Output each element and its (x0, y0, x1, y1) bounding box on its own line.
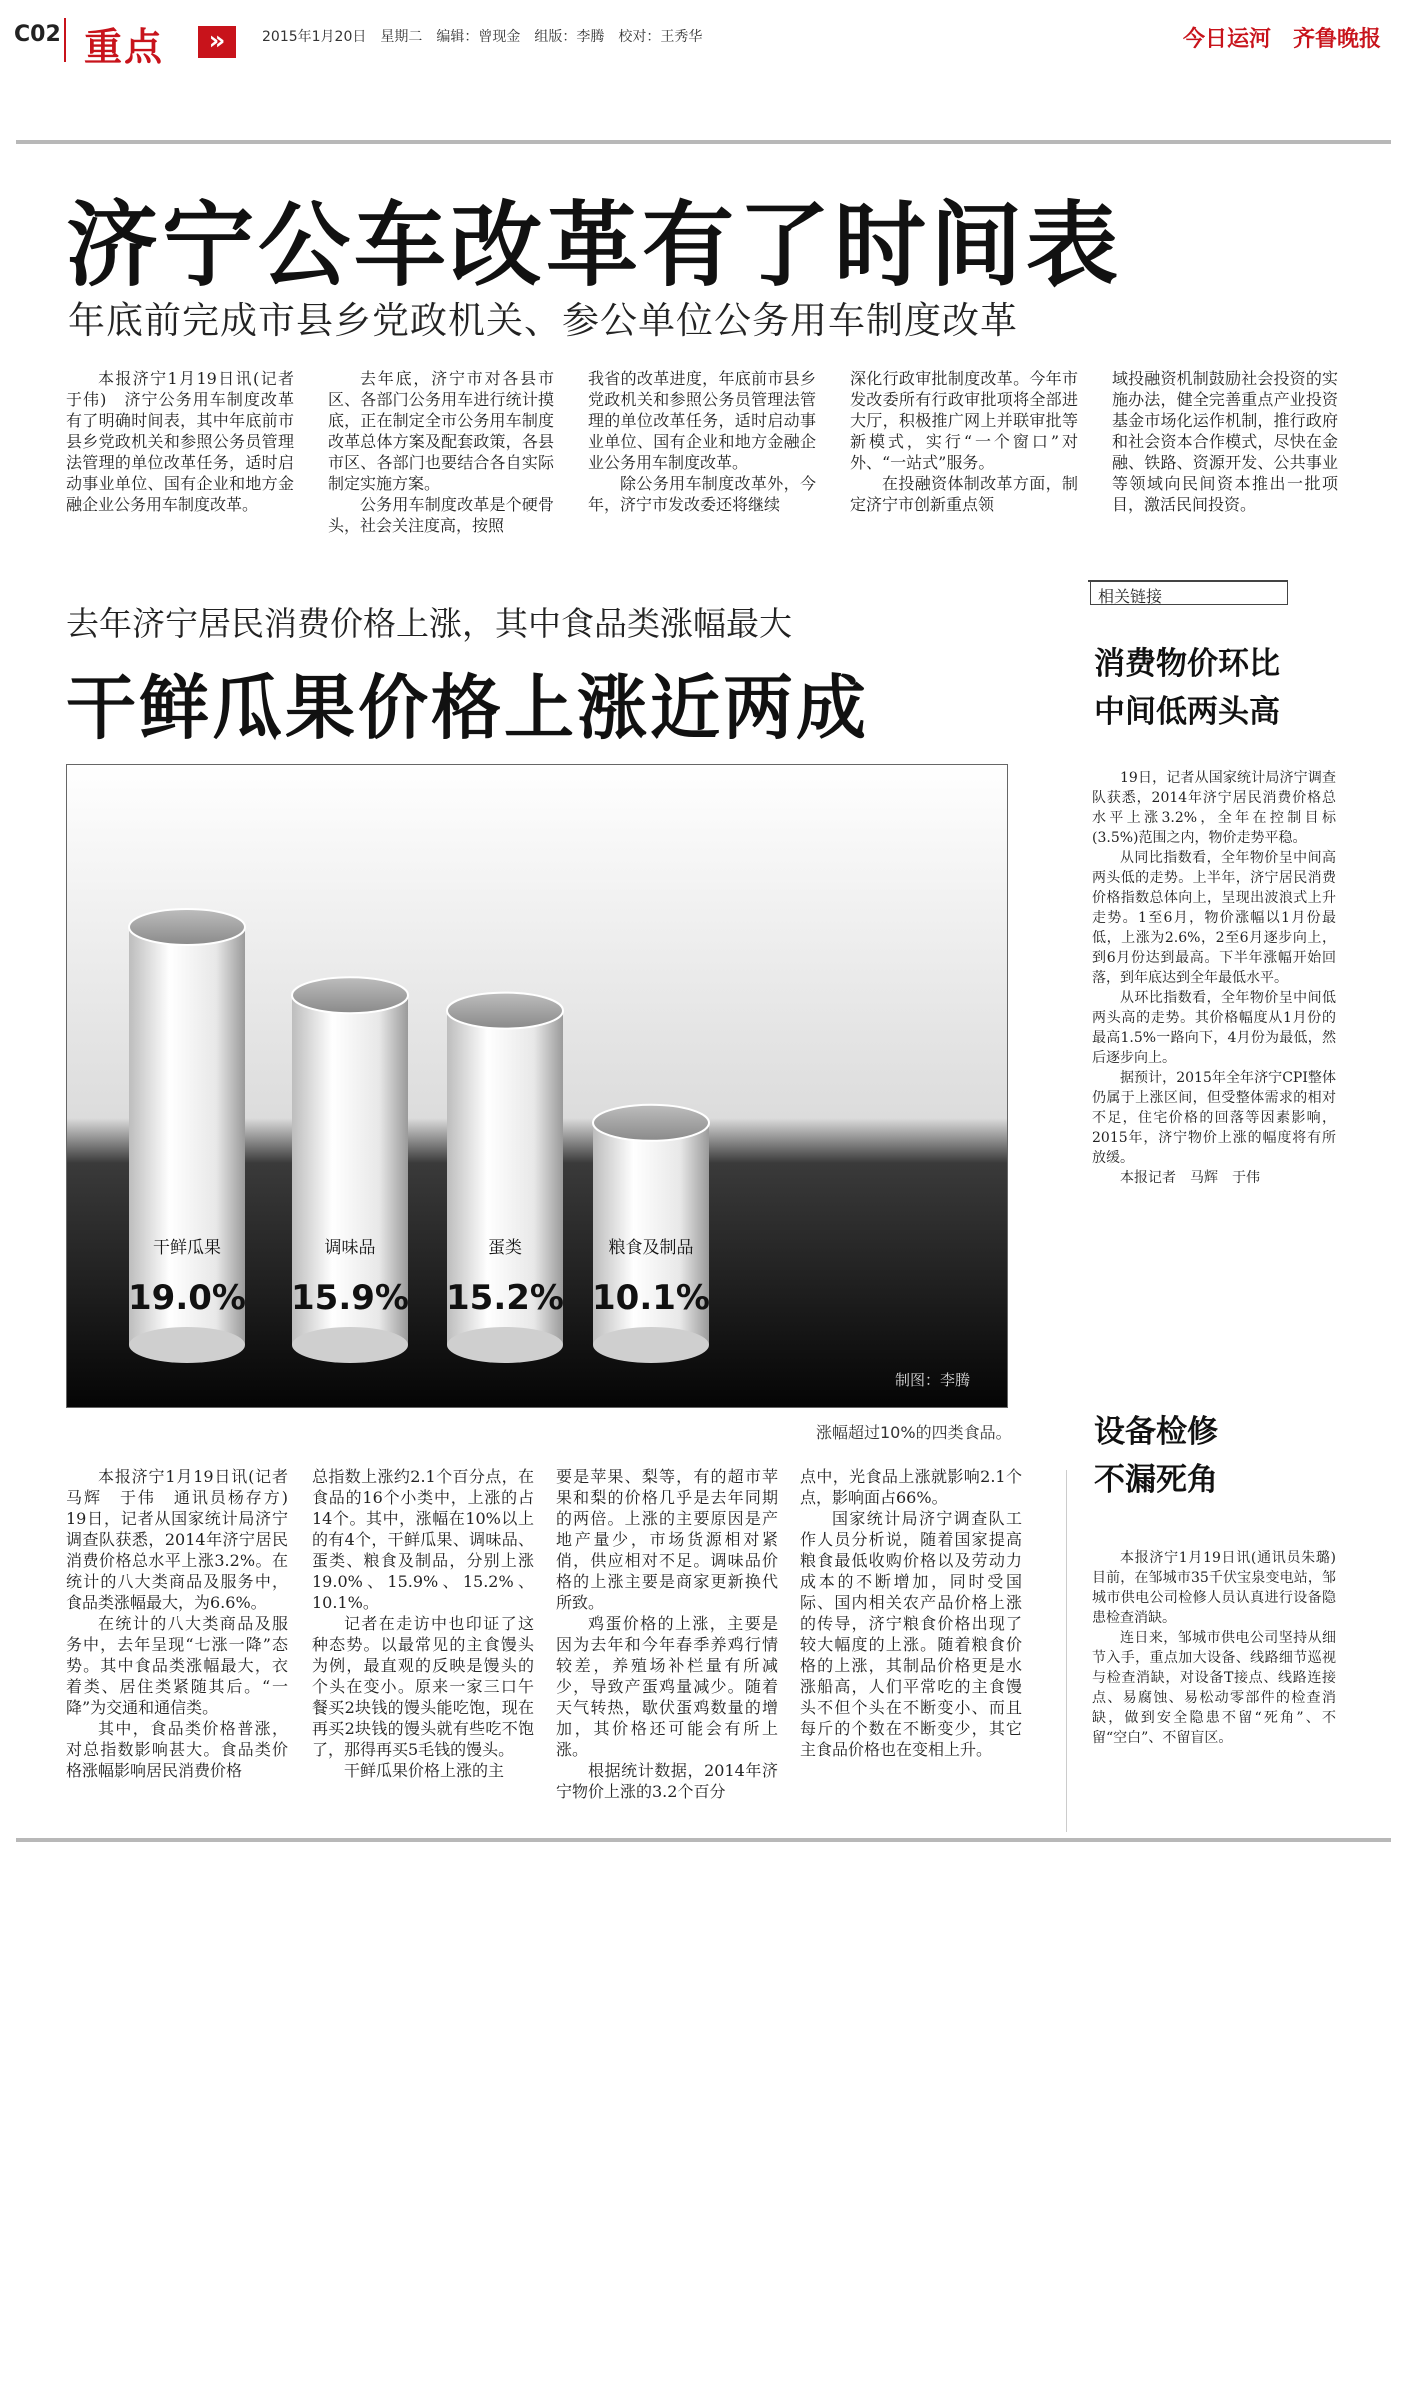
bar-category-label: 调味品 (324, 1238, 376, 1258)
story-headline: 干鲜瓜果价格上涨近两成 (66, 667, 869, 749)
paragraph: 国家统计局济宁调查队工作人员分析说，随着国家提高粮食最低收购价格以及劳动力成本的不断增加，同时受国际、国内相关农产品价格上涨的传导，济宁粮食价格出现了较大幅度的上涨。随着粮食价格的上涨，其制品价格更是水涨船高，人们平常吃的主食馒头不但个头在不断变小、而且每斤的个数在不断变少，其它主食品价格也在变相上升。 (800, 1509, 1022, 1759)
bottom-rule (16, 1838, 1391, 1842)
article-column-2 (328, 368, 554, 536)
bar-top (593, 1105, 709, 1141)
newspaper-brand: 今日运河 齐鲁晚报 (1182, 26, 1381, 52)
paragraph: 本报济宁1月19日讯(记者 于伟) 济宁公务用车制度改革有了明确时间表，其中年底前市县乡党政机关和参照公务员管理法管理的单位改革任务，适时启动事业单位、国有企业和地方金融企业公务用车制度改革。 (66, 369, 311, 514)
paragraph: 要是苹果、梨等，有的超市苹果和梨的价格几乎是去年同期的两倍。上涨的主要原因是产地产量少，市场货源相对紧俏，供应相对不足。调味品价格的上涨主要是商家更新换代所致。 (556, 1467, 778, 1612)
story2-column-2 (312, 1466, 534, 1781)
article-column-5 (1112, 368, 1338, 515)
paragraph: 记者在走访中也印证了这种态势。以最常见的主食馒头为例，最直观的反映是馒头的个头在变小。原来一家三口午餐买2块钱的馒头能吃饱，现在再买2块钱的馒头就有些吃不饱了，那得再买5毛钱的馒头。 (312, 1614, 534, 1759)
chart-caption: 涨幅超过10%的四类食品。 (816, 1423, 1012, 1442)
article-column-4 (850, 368, 1078, 515)
section-title: 重点 (84, 25, 165, 69)
bar-base (447, 1327, 563, 1363)
paragraph: 鸡蛋价格的上涨，主要是因为去年和今年春季养鸡行情较差，养殖场补栏量有所减少，导致产蛋鸡量减少。随着天气转热，歇伏蛋鸡数量的增加，其价格还可能会有所上涨。 (556, 1614, 778, 1759)
byline: 本报记者 马辉 于伟 (1120, 1170, 1260, 1186)
bar-value-label: 19.0% (128, 1278, 246, 1318)
sidebar-story2-body (1092, 1548, 1350, 1748)
paragraph: 连日来，邹城市供电公司坚持从细节入手，重点加大设备、线路细节巡视与检查消缺，对设备T接点、线路连接点、易腐蚀、易松动零部件的检查消缺，做到安全隐患不留“死角”、不留“空白”、不留盲区。 (1092, 1630, 1336, 1746)
header-rule (16, 140, 1391, 144)
paragraph: 本报济宁1月19日讯(通讯员朱璐) 目前，在邹城市35千伏宝泉变电站，邹城市供电公司检修人员认真进行设备隐患检查消缺。 (1092, 1550, 1350, 1626)
bar-top (292, 977, 408, 1013)
paragraph: 据预计，2015年全年济宁CPI整体仍属于上涨区间，但受整体需求的相对不足，住宅价格的回落等因素影响，2015年，济宁物价上涨的幅度将有所放缓。 (1092, 1070, 1336, 1166)
header-meta: 2015年1月20日 星期二 编辑：曾现金 组版：李腾 校对：王秀华 (262, 29, 703, 45)
paragraph: 总指数上涨约2.1个百分点，在食品的16个小类中，上涨的占14个。其中，涨幅在10%以上的有4个，干鲜瓜果、调味品、蛋类、粮食及制品，分别上涨19.0%、15.9%、15.2%、10.1%。 (312, 1467, 534, 1612)
paragraph: 根据统计数据，2014年济宁物价上涨的3.2个百分 (556, 1761, 778, 1801)
bar-干鲜瓜果 (128, 909, 246, 1363)
title-line: 设备检修 (1094, 1414, 1218, 1450)
food-price-infographic (66, 764, 1008, 1408)
bar-category-label: 粮食及制品 (608, 1238, 694, 1258)
bar-category-label: 干鲜瓜果 (153, 1238, 221, 1258)
title-line: 不漏死角 (1094, 1462, 1218, 1498)
paragraph: 19日，记者从国家统计局济宁调查队获悉，2014年济宁居民消费价格总水平上涨3.2%，全年在控制目标(3.5%)范围之内，物价走势平稳。 (1092, 770, 1336, 846)
bar-蛋类 (446, 993, 564, 1363)
paragraph: 干鲜瓜果价格上涨的主 (344, 1761, 505, 1780)
paragraph: 深化行政审批制度改革。今年市发改委所有行政审批项将全部进大厅，积极推广网上并联审批等新模式，实行“一个窗口”对外、“一站式”服务。 (850, 369, 1078, 472)
sidebar-tag: 相关链接 (1098, 587, 1163, 606)
chevron-right-icon: » (198, 26, 236, 58)
paragraph: 在统计的八大类商品及服务中，去年呈现“七涨一降”态势。其中食品类涨幅最大，衣着类、居住类紧随其后。“一降”为交通和通信类。 (66, 1614, 288, 1717)
bar-category-label: 蛋类 (488, 1238, 522, 1258)
paragraph: 从同比指数看，全年物价呈中间高两头低的走势。上半年，济宁居民消费价格指数总体向上，呈现出波浪式上升走势。1至6月，物价涨幅以1月份最低，上涨为2.6%，2至6月逐步向上，到6月份达到最高。下半年涨幅开始回落，到年底达到全年最低水平。 (1092, 850, 1336, 986)
bar-chart-svg (67, 765, 1007, 1407)
bar-调味品 (291, 977, 409, 1363)
paragraph: 去年底，济宁市对各县市区、各部门公务用车进行统计摸底，正在制定全市公务用车制度改革总体方案及配套政策，各县市区、各部门也要结合各自实际制定实施方案。 (328, 369, 554, 493)
sidebar-story2-title (1094, 1408, 1218, 1504)
paragraph: 我省的改革进度，年底前市县乡党政机关和参照公务员管理法管理的单位改革任务，适时启动事业单位、国有企业和地方金融企业公务用车制度改革。 (588, 369, 816, 472)
title-line: 中间低两头高 (1094, 694, 1280, 730)
story-kicker: 去年济宁居民消费价格上涨，其中食品类涨幅最大 (66, 604, 792, 643)
column-divider (1066, 1470, 1067, 1832)
paragraph: 本报济宁1月19日讯(记者 马辉 于伟 通讯员杨存方) 19日，记者从国家统计局济宁调查队获悉，2014年济宁居民消费价格总水平上涨3.2%。在统计的八大类商品及服务中，食品类涨幅最大，为6.6%。 (66, 1467, 305, 1612)
subheadline: 年底前完成市县乡党政机关、参公单位公务用车制度改革 (68, 299, 1018, 342)
chart-credit: 制图：李腾 (895, 1371, 971, 1389)
paragraph: 在投融资体制改革方面，制定济宁市创新重点领 (850, 474, 1078, 514)
paragraph: 除公务用车制度改革外，今年，济宁市发改委还将继续 (588, 474, 816, 514)
paragraph: 其中，食品类价格普涨，对总指数影响甚大。食品类价格涨幅影响居民消费价格 (66, 1719, 288, 1780)
bar-base (129, 1327, 245, 1363)
bar-base (593, 1327, 709, 1363)
story2-column-1 (66, 1466, 305, 1781)
paragraph: 从环比指数看，全年物价呈中间低两头高的走势。其价格幅度从1月份的最高1.5%一路向下，4月份为最低，然后逐步向上。 (1092, 990, 1336, 1066)
paragraph: 点中，光食品上涨就影响2.1个点，影响面占66%。 (800, 1467, 1022, 1507)
bar-value-label: 15.2% (446, 1278, 564, 1318)
article-column-1 (66, 368, 311, 515)
sidebar-story1-title (1094, 640, 1280, 736)
story2-column-4 (800, 1466, 1022, 1760)
bar-value-label: 10.1% (592, 1278, 710, 1318)
paragraph: 域投融资机制鼓励社会投资的实施办法，健全完善重点产业投资基金市场化运作机制，推行政府和社会资本合作模式，尽快在金融、铁路、资源开发、公共事业等领域向民间资本推出一批项目，激活民间投资。 (1112, 369, 1338, 514)
headline: 济宁公车改革有了时间表 (66, 192, 1123, 299)
bar-value-label: 15.9% (291, 1278, 409, 1318)
bar-base (292, 1327, 408, 1363)
bar-top (447, 993, 563, 1029)
bar-粮食及制品 (592, 1105, 710, 1363)
title-line: 消费物价环比 (1094, 646, 1280, 682)
story2-column-3 (556, 1466, 778, 1802)
page-number: C02 (14, 22, 61, 47)
bar-top (129, 909, 245, 945)
header-divider (64, 18, 66, 62)
paragraph: 公务用车制度改革是个硬骨头，社会关注度高，按照 (328, 495, 554, 535)
sidebar-story1-body (1092, 768, 1336, 1188)
article-column-3 (588, 368, 816, 515)
